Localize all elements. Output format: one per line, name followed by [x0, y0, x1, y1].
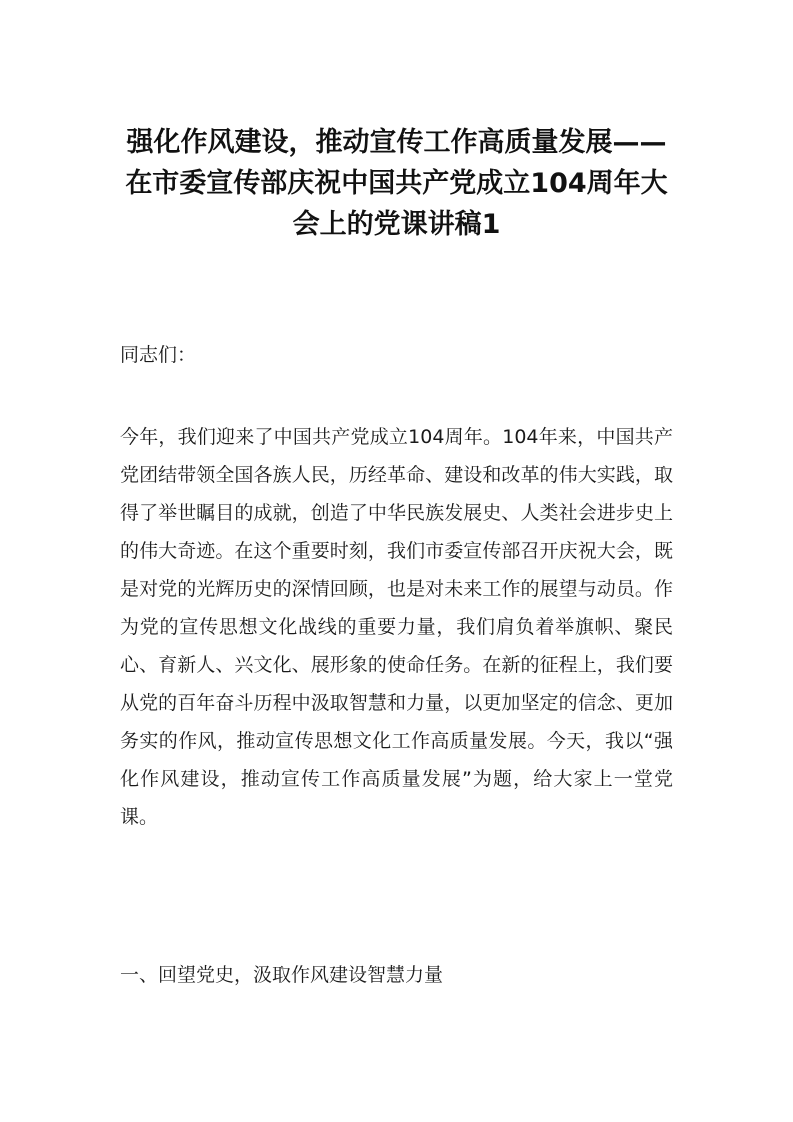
section-heading: 一、回望党史，汲取作风建设智慧力量	[120, 964, 444, 986]
salutation: 同志们：	[120, 344, 197, 366]
body-paragraph: 今年，我们迎来了中国共产党成立104周年。104年来，中国共产党团结带领全国各族人民，历经革命、建设和改革的伟大实践，取得了举世瞩目的成就，创造了中华民族发展史、人类社会进步史上的伟大奇迹。在这个重要时刻，我们市委宣传部召开庆祝大会，既是对党的光辉历史的深情回顾，也是对未来工作的展望与动员。作为党的宣传思想文化战线的重要力量，我们肩负着举旗帜、聚民心、育新人、兴文化、展形象的使命任务。在新的征程上，我们要从党的百年奋斗历程中汲取智慧和力量，以更加坚定的信念、更加务实的作风，推动宣传思想文化工作高质量发展。今天，我以“强化作风建设，推动宣传工作高质量发展”为题，给大家上一堂党课。	[120, 426, 673, 828]
document-title: 强化作风建设，推动宣传工作高质量发展——在市委宣传部庆祝中国共产党成立104周年大会上的党课讲稿1	[125, 127, 668, 240]
